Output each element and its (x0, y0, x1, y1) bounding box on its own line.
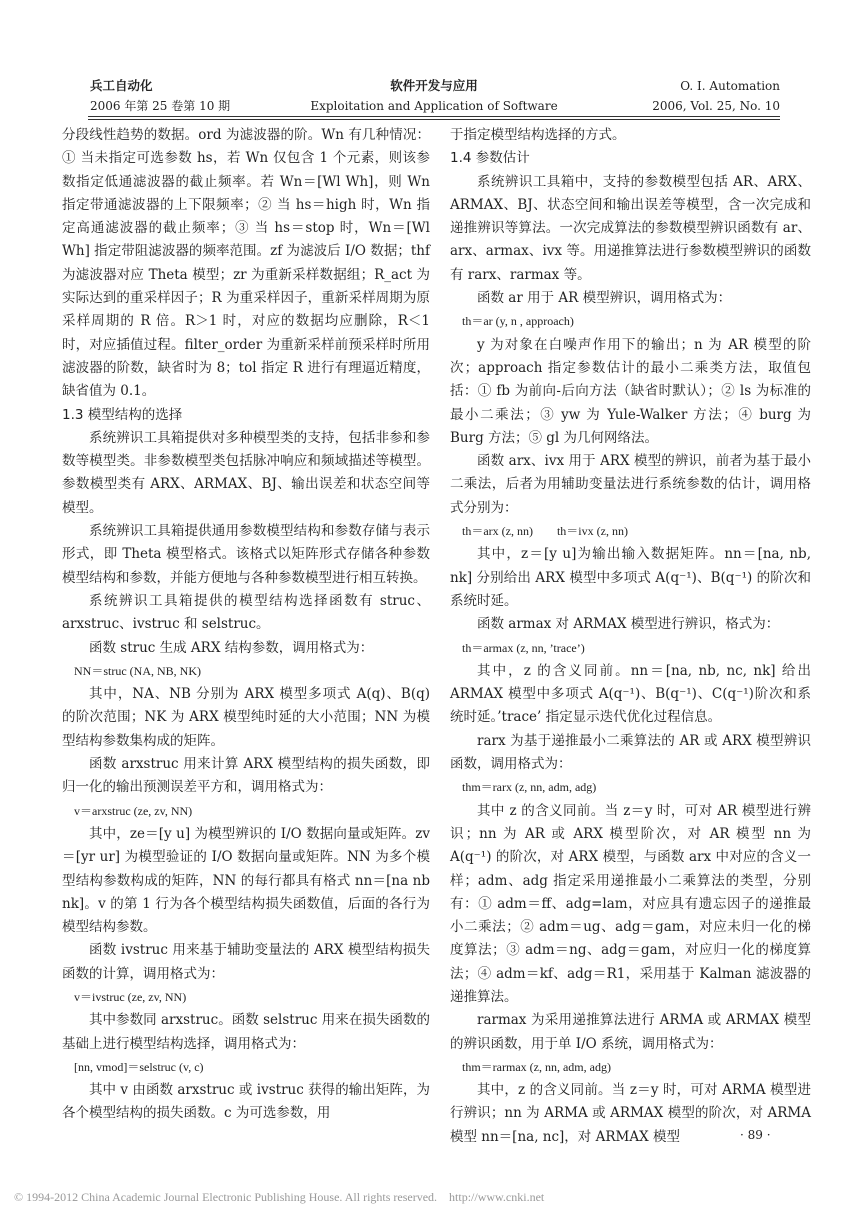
section-heading: 1.4 参数估计 (450, 150, 530, 167)
paragraph: 函数 struc 生成 ARX 结构参数，调用格式为： (89, 639, 374, 656)
formula: [nn, vmod]＝selstruc (v, c) (74, 1059, 204, 1074)
paragraph: 分段线性趋势的数据。ord 为滤波器的阶。Wn 有几种情况：① 当未指定可选参数 hs，若 Wn 仅包含 1 个元素，则该参数指定低通滤波器的截止频率。若 Wn＝[Wl Wh]，则 Wn 指定带通滤波器的上下限频率；② 当 hs＝high 时，Wn 指定高通滤波器的截止频率；③ 当 hs＝stop 时，Wn＝[Wl Wh] 指定带阻滤波器的频率范围。zf 为滤波后 I/O 数据；thf 为滤波器对应 Theta 模型；zr 为重新采样数据组；R_act 为实际达到的重采样因子；R 为重采样因子，重新采样周期为原采样周期的 R 倍。R＞1 时，对应的数据均应删除，R＜1 时，对应插值过程。filter_order 为重新采样前预采样时所用滤波器的阶数，缺省时为 8；tol 指定 R 进行有理逼近精度，缺省值为 0.1。 (62, 127, 430, 400)
paragraph: 系统辨识工具箱提供的模型结构选择函数有 struc、arxstruc、ivstruc 和 selstruc。 (62, 592, 430, 633)
paragraph: 系统辨识工具箱提供对多种模型类的支持，包括非参和参数等模型类。非参数模型类包括脉冲响应和频域描述等模型。参数模型类有 ARX、ARMAX、BJ、输出误差和状态空间等模型。 (62, 429, 430, 516)
paragraph: 其中，z 的含义同前。当 z＝y 时，可对 ARMA 模型进行辨识；nn 为 ARMA 或 ARMAX 模型的阶次，对 ARMA 模型 nn＝[na, nc]，对 ARMAX 模型 (450, 1082, 811, 1145)
paragraph: 其中 v 由函数 arxstruc 或 ivstruc 获得的输出矩阵，为各个模型结构的损失函数。c 为可选参数，用 (62, 1082, 430, 1122)
formula: th＝armax (z, nn, ’trace’) (462, 640, 585, 655)
formula: th＝arx (z, nn) th＝ivx (z, nn) (462, 524, 628, 539)
paragraph: rarmax 为采用递推算法进行 ARMA 或 ARMAX 模型的辨识函数，用于单 I/O 系统，调用格式为： (450, 1012, 811, 1052)
journal-title-cn: 兵工自动化 (90, 78, 153, 93)
header-rule-bottom (88, 119, 780, 120)
journal-title-en: O. I. Automation (680, 79, 780, 93)
left-column (62, 124, 430, 1126)
section-heading: 1.3 模型结构的选择 (62, 406, 183, 423)
paragraph: 函数 ivstruc 用来基于辅助变量法的 ARX 模型结构损失函数的计算，调用格式为： (62, 942, 430, 982)
paragraph: 于指定模型结构选择的方式。 (450, 127, 626, 143)
paragraph: 系统辨识工具箱提供通用参数模型结构和参数存储与表示形式，即 Theta 模型格式。该格式以矩阵形式存储各种参数模型结构和参数，并能方便地与各种参数模型进行相互转换。 (62, 523, 430, 586)
paragraph: 函数 armax 对 ARMAX 模型进行辨识，格式为： (477, 616, 780, 633)
paragraph: 其中，NA、NB 分别为 ARX 模型多项式 A(q)、B(q) 的阶次范围；NK 为 ARX 模型纯时延的大小范围；NN 为模型结构参数集构成的矩阵。 (62, 686, 430, 749)
formula: thm＝rarx (z, nn, adm, adg) (462, 780, 597, 795)
paragraph: y 为对象在白噪声作用下的输出；n 为 AR 模型的阶次；approach 指定参数估计的最小二乘类方法，取值包括：① fb 为前向-后向方法（缺省时默认）；② ls 为标准的最小二乘法；③ yw 为 Yule-Walker 方法；④ burg 为 Burg 方法；⑤ gl 为几何网络法。 (450, 336, 811, 446)
issue-info-en: 2006, Vol. 25, No. 10 (652, 99, 780, 113)
formula: v＝arxstruc (ze, zv, NN) (74, 803, 193, 818)
paragraph: 其中，z 的含义同前。nn＝[na, nb, nc, nk] 给出 ARMAX 模型中多项式 A(q⁻¹)、B(q⁻¹)、C(q⁻¹)阶次和系统时延。’trace’ 指定显示迭代优化过程信息。 (450, 662, 811, 726)
paragraph: 函数 arxstruc 用来计算 ARX 模型结构的损失函数，即归一化的输出预测误差平方和，调用格式为： (62, 756, 430, 796)
paragraph: 其中 z 的含义同前。当 z＝y 时，可对 AR 模型进行辨识；nn 为 AR 或 ARX 模型阶次，对 AR 模型 nn 为 A(q⁻¹) 的阶次，对 ARX 模型，与函数 arx 中对应的含义一样；adm、adg 指定采用递推最小二乘算法的类型，分别有：① adm＝ff、adg=lam，对应具有遗忘因子的递推最小二乘法；② adm＝ug、adg＝gam，对应未归一化的梯度算法；③ adm＝ng、adg＝gam，对应归一化的梯度算法；④ adm＝kf、adg＝R1，采用基于 Kalman 滤波器的递推算法。 (450, 802, 811, 1005)
paragraph: 其中，ze＝[y u] 为模型辨识的 I/O 数据向量或矩阵。zv＝[yr ur] 为模型验证的 I/O 数据向量或矩阵。NN 为多个模型结构参数构成的矩阵，NN 的每行都具有格式 nn＝[na nb nk]。v 的第 1 行为各个模型结构损失函数值，后面的各行为模型结构参数。 (62, 825, 430, 936)
paragraph: 其中参数同 arxstruc。函数 selstruc 用来在损失函数的基础上进行模型结构选择，调用格式为： (62, 1012, 430, 1052)
formula: th＝ar (y, n , approach) (462, 314, 574, 329)
formula: NN＝struc (NA, NB, NK) (74, 663, 201, 678)
copyright-footer: © 1994-2012 China Academic Journal Electronic Publishing House. All rights reserved. http://www.cnki.net (14, 1190, 545, 1204)
section-title-en: Exploitation and Application of Software (310, 99, 558, 113)
page-number: · 89 · (740, 1128, 771, 1142)
paragraph: 函数 arx、ivx 用于 ARX 模型的辨识，前者为基于最小二乘法，后者为用辅助变量法进行系统参数的估计，调用格式分别为： (450, 453, 811, 516)
header-rule-top (88, 116, 780, 117)
formula: thm＝rarmax (z, nn, adm, adg) (462, 1059, 611, 1074)
paragraph: rarx 为基于递推最小二乘算法的 AR 或 ARX 模型辨识函数，调用格式为： (450, 732, 811, 773)
right-column (450, 124, 811, 1149)
section-title-cn: 软件开发与应用 (390, 78, 478, 93)
formula: v＝ivstruc (ze, zv, NN) (74, 989, 187, 1004)
paragraph: 函数 ar 用于 AR 模型辨识，调用格式为： (477, 290, 732, 307)
paragraph: 其中，z＝[y u]为输出输入数据矩阵。nn＝[na, nb, nk] 分别给出 ARX 模型中多项式 A(q⁻¹)、B(q⁻¹) 的阶次和系统时延。 (450, 546, 811, 609)
issue-info-cn: 2006 年第 25 卷第 10 期 (90, 99, 231, 113)
paragraph: 系统辨识工具箱中，支持的参数模型包括 AR、ARX、ARMAX、BJ、状态空间和输出误差等模型，含一次完成和递推辨识等算法。一次完成算法的参数模型辨识函数有 ar、arx、armax、ivx 等。用递推算法进行参数模型辨识的函数有 rarx、rarmax 等。 (450, 173, 811, 283)
